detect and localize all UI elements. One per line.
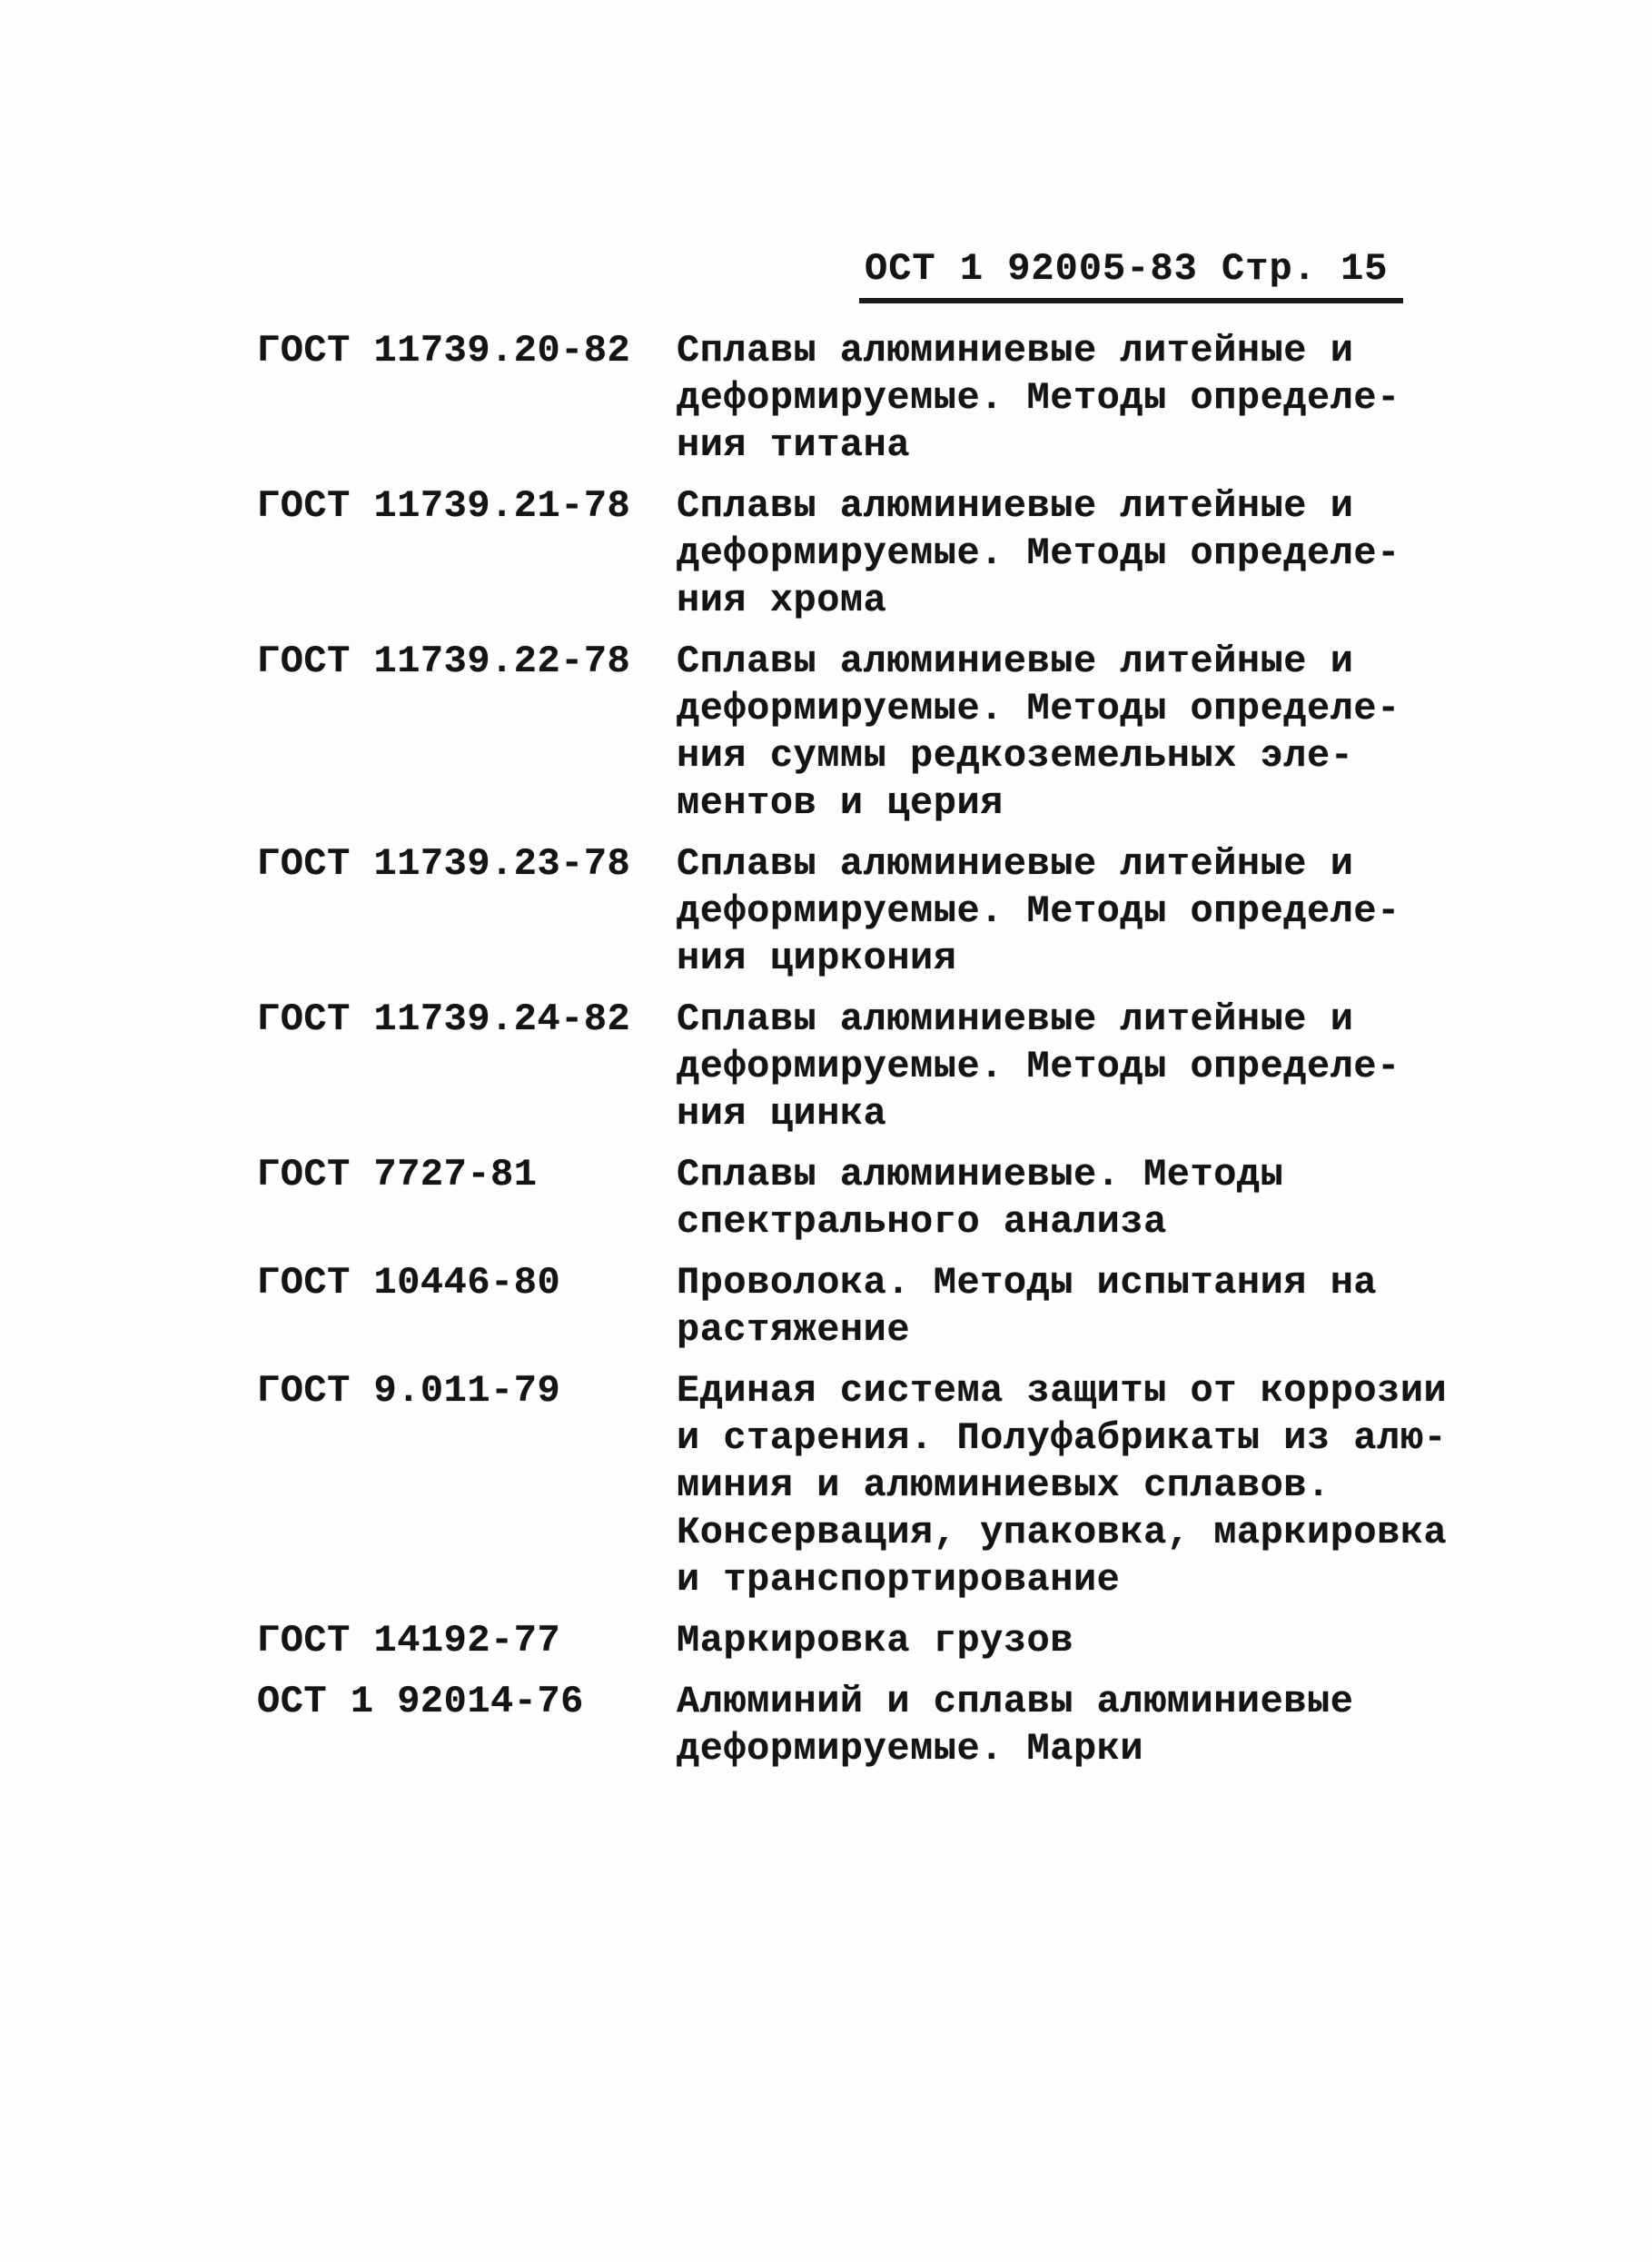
standard-entry bbox=[257, 638, 1438, 827]
standard-description bbox=[677, 1367, 1447, 1603]
standard-description-line: спектрального анализа bbox=[677, 1200, 1167, 1244]
standard-description-line: деформируемые. Методы определе- bbox=[677, 376, 1400, 420]
standard-description-line: деформируемые. Методы определе- bbox=[677, 687, 1400, 730]
page-header: ОСТ 1 92005-83 Стр. 15 bbox=[859, 245, 1403, 303]
standard-code: ГОСТ 7727-81 bbox=[257, 1153, 538, 1196]
standard-description-line: Консервация, упаковка, маркировка bbox=[677, 1511, 1448, 1554]
standard-description-line: миния и алюминиевых сплавов. bbox=[677, 1463, 1331, 1507]
standard-code: ГОСТ 10446-80 bbox=[257, 1261, 561, 1305]
standard-description bbox=[677, 1617, 1438, 1664]
standards-list bbox=[257, 327, 1448, 1786]
standard-description bbox=[677, 996, 1438, 1137]
standard-code: ГОСТ 11739.22-78 bbox=[257, 640, 631, 683]
standard-entry bbox=[257, 1259, 1438, 1354]
standard-description-line: ментов и церия bbox=[677, 781, 1004, 825]
standard-description bbox=[677, 1678, 1438, 1772]
standard-entry bbox=[257, 1617, 1438, 1664]
standard-description-line: Сплавы алюминиевые литейные и bbox=[677, 997, 1354, 1041]
standard-description-line: деформируемые. Марки bbox=[677, 1727, 1144, 1771]
standard-code: ГОСТ 9.011-79 bbox=[257, 1369, 561, 1413]
standard-description-line: растяжение bbox=[677, 1308, 911, 1352]
standard-description-line: Сплавы алюминиевые литейные и bbox=[677, 640, 1354, 683]
standard-description-line: ния циркония bbox=[677, 937, 957, 980]
standard-entry bbox=[257, 996, 1438, 1137]
standard-description-line: Маркировка грузов bbox=[677, 1619, 1073, 1662]
standard-description-line: деформируемые. Методы определе- bbox=[677, 1045, 1400, 1088]
standard-code: ГОСТ 11739.21-78 bbox=[257, 484, 631, 528]
standard-description-line: Сплавы алюминиевые литейные и bbox=[677, 484, 1354, 528]
standard-description-line: Проволока. Методы испытания на bbox=[677, 1261, 1378, 1305]
standard-code: ГОСТ 11739.23-78 bbox=[257, 842, 631, 886]
standard-description-line: ния суммы редкоземельных эле- bbox=[677, 734, 1354, 778]
standard-entry bbox=[257, 1367, 1448, 1603]
standard-entry bbox=[257, 1678, 1438, 1772]
standard-code: ГОСТ 11739.24-82 bbox=[257, 997, 631, 1041]
standard-description-line: деформируемые. Методы определе- bbox=[677, 531, 1400, 575]
standard-code: ГОСТ 14192-77 bbox=[257, 1619, 561, 1662]
standard-entry bbox=[257, 482, 1438, 624]
standard-description-line: ния цинка bbox=[677, 1092, 887, 1136]
standard-description-line: Единая система защиты от коррозии bbox=[677, 1369, 1448, 1413]
standard-description bbox=[677, 1151, 1438, 1245]
standard-description bbox=[677, 1259, 1438, 1354]
standard-code: ГОСТ 11739.20-82 bbox=[257, 329, 631, 372]
standard-entry bbox=[257, 1151, 1438, 1245]
standard-description-line: ния титана bbox=[677, 423, 911, 467]
standard-description-line: Сплавы алюминиевые. Методы bbox=[677, 1153, 1284, 1196]
standard-description-line: Сплавы алюминиевые литейные и bbox=[677, 329, 1354, 372]
standard-description-line: Алюминий и сплавы алюминиевые bbox=[677, 1680, 1354, 1723]
standard-code: ОСТ 1 92014-76 bbox=[257, 1680, 584, 1723]
standard-description-line: и транспортирование bbox=[677, 1558, 1121, 1602]
standard-description-line: деформируемые. Методы определе- bbox=[677, 889, 1400, 933]
standard-description bbox=[677, 482, 1438, 624]
standard-description bbox=[677, 840, 1438, 982]
standard-entry bbox=[257, 840, 1438, 982]
standard-description-line: Сплавы алюминиевые литейные и bbox=[677, 842, 1354, 886]
standard-entry bbox=[257, 327, 1438, 469]
standard-description bbox=[677, 327, 1438, 469]
standard-description bbox=[677, 638, 1438, 827]
standard-description-line: ния хрома bbox=[677, 579, 887, 622]
standard-description-line: и старения. Полуфабрикаты из алю- bbox=[677, 1416, 1448, 1460]
